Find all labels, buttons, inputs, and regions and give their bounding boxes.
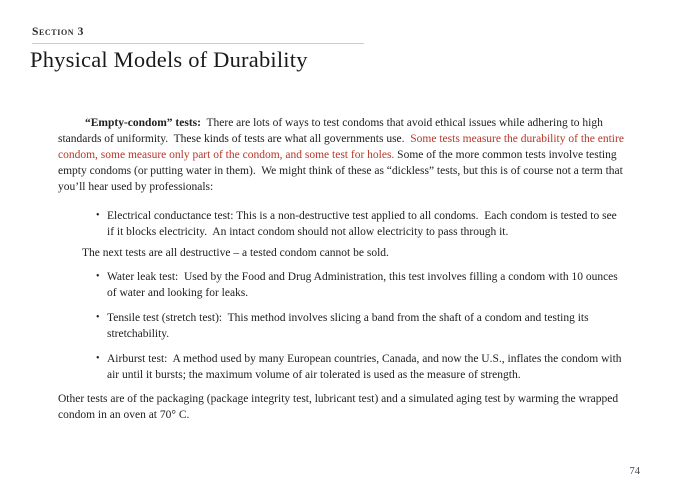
list-item-tensile-test: • Tensile test (stretch test): This method involves slicing a band from the shaft of a condom and testing its stretchability. (107, 310, 624, 342)
section-kicker: Section 3 (32, 26, 84, 38)
page-title: Physical Models of Durability (30, 47, 308, 72)
list-item-airburst-test: • Airburst test: A method used by many European countries, Canada, and now the U.S., inflates the condom with air until it bursts; the maximum volume of air tolerated is used as the measure of strength. (107, 351, 624, 383)
paragraph-text: There are lots of ways to test condoms that avoid ethical issues while adhering to high standards of uniformity. These kinds of tests are what all governments use. (58, 117, 606, 145)
list-item-electrical-conductance-test: • Electrical conductance test: This is a non-destructive test applied to all condoms. Each condom is tested to see if it blocks electricity. An intact condom should not allow electricity to pass through it. (107, 208, 624, 240)
destructive-tests-list (58, 269, 624, 383)
body-text (58, 115, 627, 423)
nondestructive-tests-list (58, 208, 624, 240)
paragraph-text: Some of the more common tests involve testing empty condoms (or putting water in them). We might think of these as “dickless” tests, but this is of course not a term that you’ll hear used by professionals: (58, 149, 626, 193)
paragraph-empty-condom-tests (58, 115, 627, 195)
list-item-water-leak-test: • Water leak test: Used by the Food and Drug Administration, this test involves filling a condom with 10 ounces of water and looking for leaks. (107, 269, 624, 301)
header-divider (32, 43, 364, 44)
highlighted-red-text: Some tests measure the durability of the entire condom, some measure only part of the condom, and some test for holes. (58, 133, 627, 161)
paragraph-destructive-intro: The next tests are all destructive – a tested condom cannot be sold. (82, 247, 389, 259)
paragraph-other-tests: Other tests are of the packaging (package integrity test, lubricant test) and a simulated aging test by warming the wrapped condom in an oven at 70° C. (58, 393, 621, 421)
page-number: 74 (629, 466, 640, 477)
bold-lead-text: “Empty-condom” tests: (85, 117, 201, 129)
